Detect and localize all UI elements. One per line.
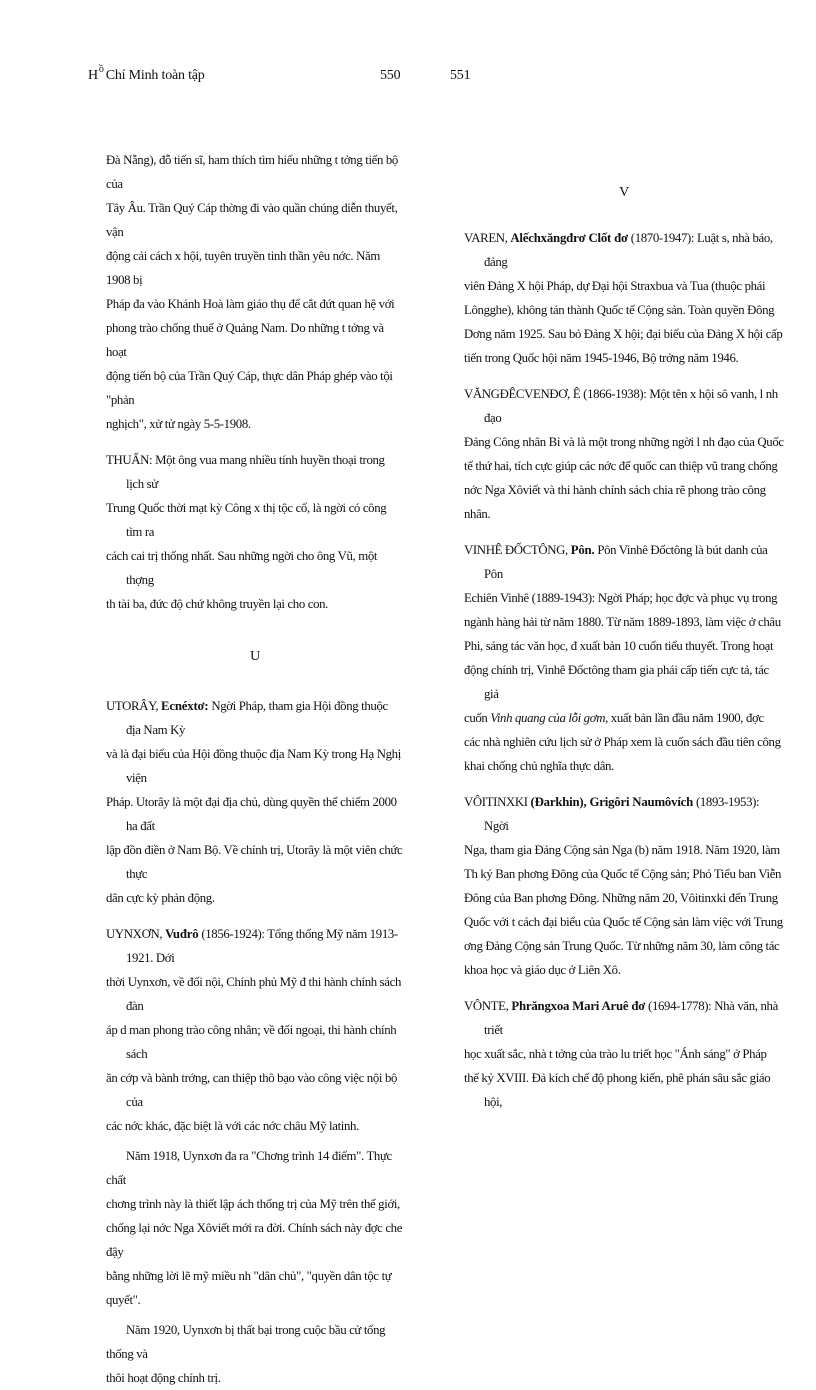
entry-name: Ecnéxtơ: <box>161 699 209 713</box>
entry-name: Alếchxăngđrơ Clốt đơ <box>510 231 628 245</box>
page-number-right: 551 <box>450 68 471 83</box>
uynxon-paragraph-3: Năm 1920, Uynxơn bị thất bại trong cuộc bầu cử tổng thống và thôi hoạt động chính trị. <box>106 1323 386 1385</box>
entry-name: Pôn. <box>570 543 595 557</box>
entry-head: UTORÂY, <box>106 699 159 713</box>
left-column <box>106 148 404 1390</box>
entry-vangdecvendo: VĂNGĐÊCVENĐƠ, Ê (1866-1938): Một tên x hội sô vanh, l nh đạo Đảng Công nhân Bỉ và là một trong những ngời l nh đạo của Quốc tế thứ hai, tích cực giúp các nớc đế quốc can thiệp vũ trang chống nớc Nga Xôviết và thi hành chính sách chia rẽ phong trào công nhân. <box>464 387 784 521</box>
entry-vonte: VÔNTE, Phrăngxoa Mari Aruê đơ (1694-1778): Nhà văn, nhà triết học xuất sắc, nhà t tởng của trào lu triết học "Ánh sáng" ở Pháp thế kỷ XVIII. Đả kích chế độ phong kiến, phê phán sâu sắc giáo hội, <box>464 999 778 1109</box>
section-letter-u: U <box>250 649 260 664</box>
entry-varen: VAREN, Alếchxăngđrơ Clốt đơ (1870-1947): Luật s, nhà báo, đảng viên Đảng X hội Pháp, dự Đại hội Straxbua và Tua (thuộc phái Lôngghe), không tán thành Quốc tế Cộng sản. Toàn quyền Đông Dơng năm 1925. Sau bỏ Đảng X hội; đại biểu của Đảng X hội cấp tiến trong Quốc hội năm 1945-1946, Bộ trởng năm 1946. <box>464 231 783 365</box>
entry-head: VÔITINXKI <box>464 795 528 809</box>
entry-head: VÔNTE, <box>464 999 509 1013</box>
right-column <box>464 182 784 1114</box>
entry-name: Phrăngxoa Mari Aruê đơ <box>511 999 646 1013</box>
entry-head: UYNXƠN, <box>106 927 163 941</box>
entry-name: Vuđrô <box>165 927 199 941</box>
page-number-left: 550 <box>380 68 401 83</box>
entry-thuan: THUẤN: Một ông vua mang nhiều tính huyền thoại trong lịch sử Trung Quốc thời mạt kỳ Công x thị tộc cổ, là ngời có công tìm ra cách cai trị thống nhất. Sau những ngời cho ông Vũ, một thợng th tài ba, đức độ chứ không truyền lại cho con. <box>106 453 387 611</box>
entry-name: (Đarkhin), Grigôri Naumôvích <box>530 795 694 809</box>
entry-utoray: UTORÂY, Ecnéxtơ: Ngời Pháp, tham gia Hội đồng thuộc địa Nam Kỳ và là đại biểu của Hội đồng thuộc địa Nam Kỳ trong Hạ Nghị viện Pháp. Utorây là một đại địa chủ, dùng quyền thế chiếm 2000 ha đất lập đồn điền ở Nam Bộ. Về chính trị, Utorây là một viên chức thực dân cực kỳ phản động. <box>106 699 403 905</box>
book-title: Vinh quang của lỗi gơm, <box>490 711 608 725</box>
running-header-title: $H^ồ$ Chí Minh toàn tập <box>88 64 205 83</box>
entry-vinhe-doctong: VINHÊ ĐỐCTÔNG, Pôn. Pôn Vinhê Đốctông là bút danh của Pôn Echiên Vinhê (1889-1943): Ngời Pháp; học đợc và phục vụ trong ngành hàng hải từ năm 1880. Từ năm 1889-1893, làm việc ở châu Phi, sáng tác văn học, đ xuất bản 10 cuốn tiểu thuyết. Trong hoạt động chính trị, Vinhê Đốctông tham gia phái cấp tiến cực tả, tác giả cuốn Vinh quang của lỗi gơm, xuất bản lần đầu năm 1900, đợc các nhà nghiên cứu lịch sử ở Pháp xem là cuốn sách đầu tiên công khai chống chủ nghĩa thực dân. <box>464 543 781 773</box>
entry-uynxon: UYNXƠN, Vuđrô (1856-1924): Tổng thống Mỹ năm 1913-1921. Dới thời Uynxơn, về đối nội, Chính phủ Mỹ đ thi hành chính sách đàn áp d man phong trào công nhân; về đối ngoại, thi hành chính sách ăn cớp và bành trớng, can thiệp thô bạo vào công việc nội bộ của các nớc khác, đặc biệt là với các nớc châu Mỹ latinh. <box>106 927 402 1133</box>
entry-head: VINHÊ ĐỐCTÔNG, <box>464 543 568 557</box>
entry-head: VĂNGĐÊCVENĐƠ, Ê <box>464 387 581 401</box>
entry-head: THUẤN: <box>106 453 153 467</box>
entry-head: VAREN, <box>464 231 508 245</box>
uynxon-paragraph-2: Năm 1918, Uynxơn đa ra "Chơng trình 14 điểm". Thực chất chơng trình này là thiết lập ách thống trị của Mỹ trên thế giới, chống lại nớc Nga Xôviết mới ra đời. Chính sách này đợc che đậy bằng những lời lẽ mỹ miều nh "dân chủ", "quyền dân tộc tự quyết". <box>106 1149 403 1307</box>
section-letter-v: V <box>619 185 629 200</box>
intro-paragraph: Đà Nẵng), đỗ tiến sĩ, ham thích tìm hiểu những t tởng tiến bộ của Tây Âu. Trần Quý Cáp thờng đi vào quần chúng diễn thuyết, vận động cải cách x hội, tuyên truyền tinh thần yêu nớc. Năm 1908 bị Pháp đa vào Khánh Hoà làm giáo thụ để cắt đứt quan hệ với phong trào chống thuế ở Quảng Nam. Do những t tởng và hoạt động tiến bộ của Trần Quý Cáp, thực dân Pháp ghép vào tội "phản nghịch", xử tử ngày 5-5-1908. <box>106 153 398 431</box>
entry-voitinxki: VÔITINXKI (Đarkhin), Grigôri Naumôvích (1893-1953): Ngời Nga, tham gia Đảng Cộng sản Nga (b) năm 1918. Năm 1920, làm Th ký Ban phơng Đông của Quốc tế Cộng sản; Phó Tiểu ban Viễn Đông của Ban phơng Đông. Những năm 20, Vôitinxki đến Trung Quốc với t cách đại biểu của Quốc tế Cộng sản làm việc với Trung ơng Đảng Cộng sản Trung Quốc. Từ những năm 30, làm công tác khoa học và giáo dục ở Liên Xô. <box>464 795 783 977</box>
